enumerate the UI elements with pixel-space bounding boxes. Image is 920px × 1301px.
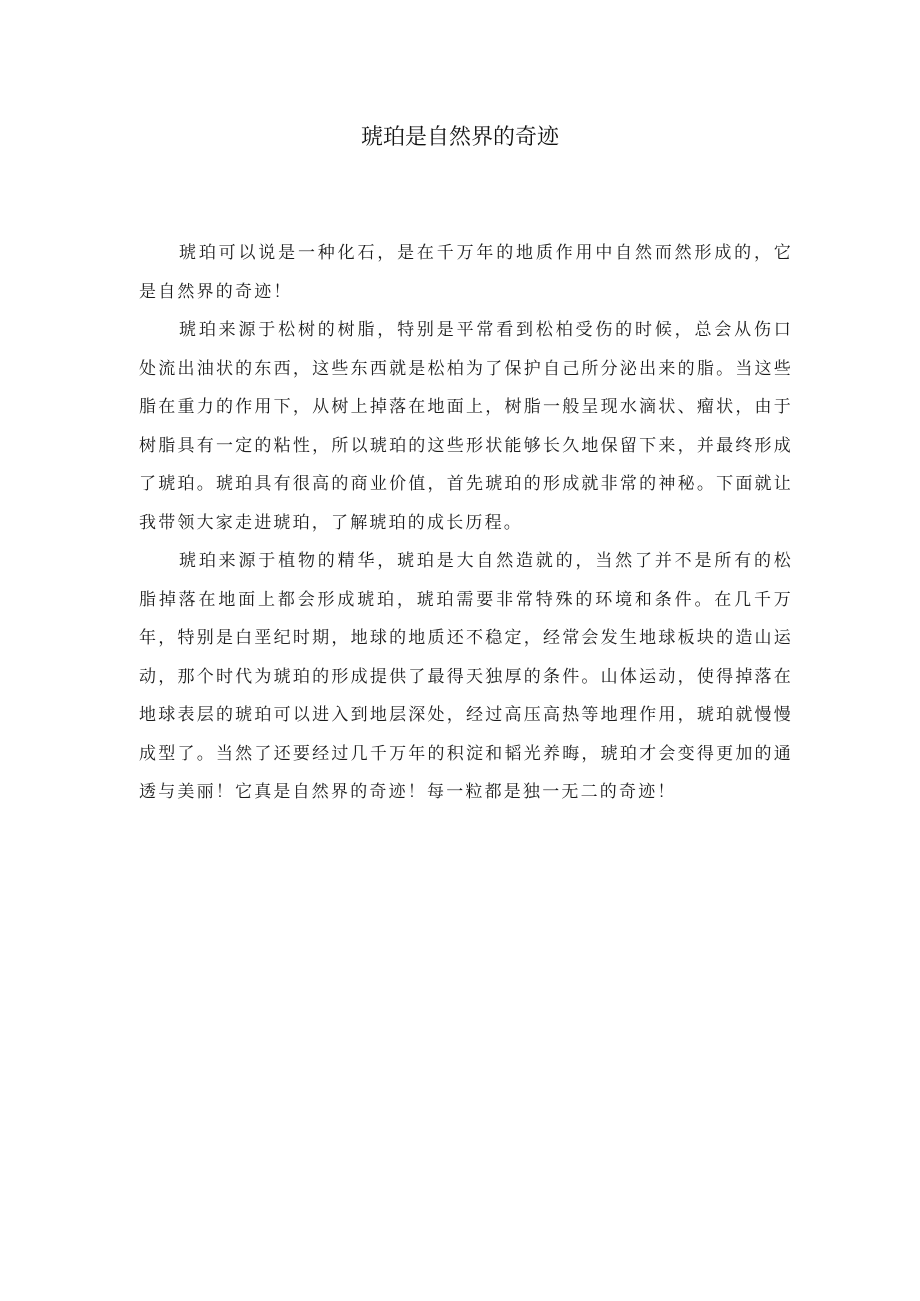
paragraph-3: 琥珀来源于植物的精华，琥珀是大自然造就的，当然了并不是所有的松脂掉落在地面上都会形成琥珀，琥珀需要非常特殊的环境和条件。在几千万年，特别是白垩纪时期，地球的地质还不稳定，经常会发生地球板块的造山运动，那个时代为琥珀的形成提供了最得天独厚的条件。山体运动，使得掉落在地球表层的琥珀可以进入到地层深处，经过高压高热等地理作用，琥珀就慢慢成型了。当然了还要经过几千万年的积淀和韬光养晦，琥珀才会变得更加的通透与美丽！它真是自然界的奇迹！每一粒都是独一无二的奇迹！ — [139, 551, 793, 802]
document-body — [139, 234, 793, 812]
document-title: 琥珀是自然界的奇迹 — [360, 125, 559, 150]
paragraph-2: 琥珀来源于松树的树脂，特别是平常看到松柏受伤的时候，总会从伤口处流出油状的东西，这些东西就是松柏为了保护自己所分泌出来的脂。当这些脂在重力的作用下，从树上掉落在地面上，树脂一般呈现水滴状、瘤状，由于树脂具有一定的粘性，所以琥珀的这些形状能够长久地保留下来，并最终形成了琥珀。琥珀具有很高的商业价值，首先琥珀的形成就非常的神秘。下面就让我带领大家走进琥珀，了解琥珀的成长历程。 — [139, 320, 793, 533]
paragraph-1: 琥珀可以说是一种化石，是在千万年的地质作用中自然而然形成的，它是自然界的奇迹！ — [139, 243, 793, 302]
